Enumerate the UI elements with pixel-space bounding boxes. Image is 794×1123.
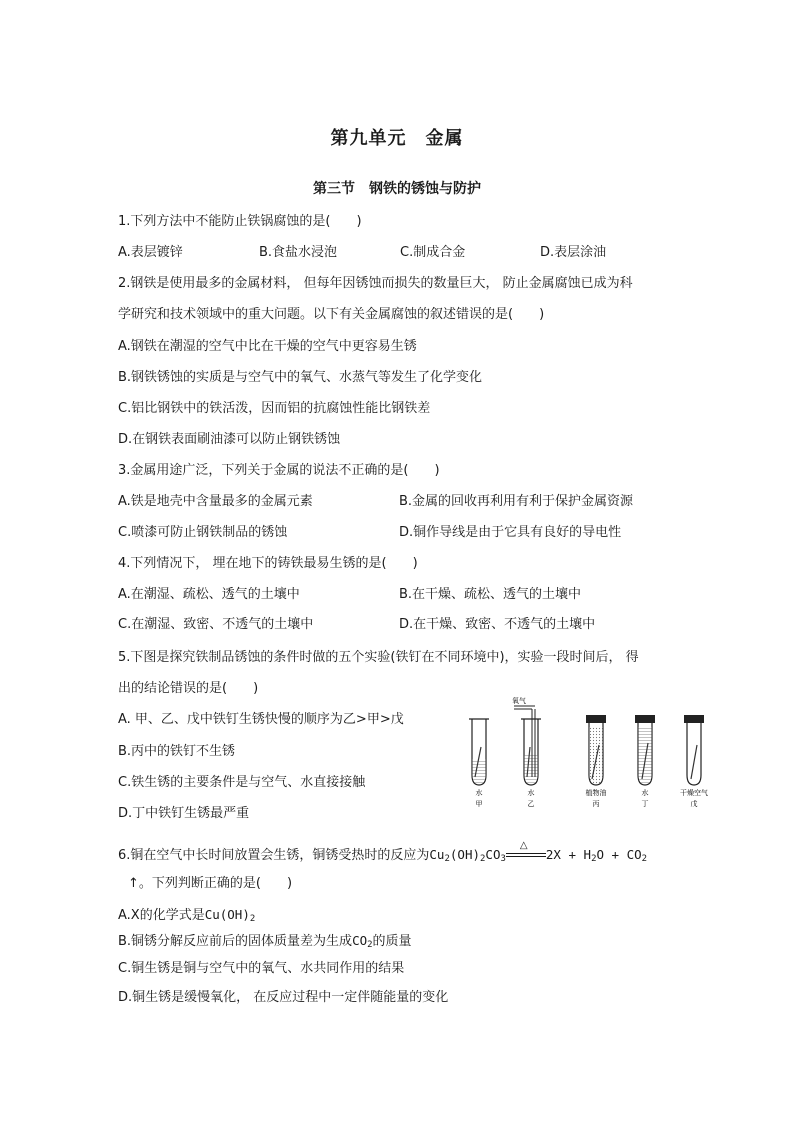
tube-yi bbox=[514, 706, 541, 785]
gas-label: 氧气 bbox=[512, 697, 526, 705]
question-3-option-a: A.铁是地壳中含量最多的金属元素 bbox=[118, 494, 313, 509]
question-3-option-b: B.金属的回收再利用有利于保护金属资源 bbox=[399, 494, 634, 509]
question-5-option-a: A. 甲、乙、戊中铁钉生锈快慢的顺序为乙>甲>戊 bbox=[118, 712, 404, 727]
tube-2-name: 乙 bbox=[527, 800, 535, 808]
test-tube-experiment-figure bbox=[466, 697, 726, 809]
question-6-stem-line-2: ↑。下列判断正确的是( ) bbox=[128, 876, 293, 891]
tube-1-content-label: 水 bbox=[475, 789, 483, 797]
question-5-option-d: D.丁中铁钉生锈最严重 bbox=[118, 806, 250, 821]
option-b-suffix: 的质量 bbox=[372, 934, 412, 949]
tube-bing bbox=[586, 715, 606, 785]
question-3-option-c: C.喷漆可防止钢铁制品的锈蚀 bbox=[118, 525, 288, 540]
question-5-stem-line-2: 出的结论错误的是( ) bbox=[118, 681, 259, 696]
question-1-option-d: D.表层涂油 bbox=[540, 245, 607, 260]
question-1-option-a: A.表层镀锌 bbox=[118, 245, 183, 260]
tube-wu bbox=[684, 715, 704, 785]
tube-4-content-label: 水 bbox=[641, 789, 649, 797]
question-1-option-c: C.制成合金 bbox=[400, 245, 466, 260]
question-4-option-d: D.在干燥、致密、不透气的土壤中 bbox=[399, 617, 596, 632]
tube-ding bbox=[635, 715, 655, 785]
tube-3-name: 丙 bbox=[592, 800, 600, 808]
tube-5-name: 戊 bbox=[690, 800, 698, 808]
tube-jia bbox=[469, 719, 489, 785]
option-a-text: A.X的化学式是 bbox=[118, 908, 205, 923]
option-a-formula: $Cu(OH)_2$ bbox=[204, 907, 256, 924]
tube-4-name: 丁 bbox=[641, 800, 649, 808]
copper-rust-formula: $Cu_2(OH)_2CO_3$ bbox=[429, 847, 506, 864]
tube-1-name: 甲 bbox=[475, 800, 483, 808]
question-2-stem-line-2: 学研究和技术领域中的重大问题。以下有关金属腐蚀的叙述错误的是( ) bbox=[118, 307, 545, 322]
question-3-stem: 3.金属用途广泛，下列关于金属的说法不正确的是( ) bbox=[118, 463, 440, 478]
question-4-option-a: A.在潮湿、疏松、透气的土壤中 bbox=[118, 587, 300, 602]
option-b-formula: $CO_2$ bbox=[352, 933, 373, 950]
question-5-option-c: C.铁生锈的主要条件是与空气、水直接接触 bbox=[118, 775, 366, 790]
option-b-text: B.铜锈分解反应前后的固体质量差为生成 bbox=[118, 934, 353, 949]
reaction-products: $2X + H_2O + CO_2$ bbox=[545, 847, 648, 864]
section-title: 第三节 钢铁的锈蚀与防护 bbox=[313, 181, 481, 197]
question-5-option-b: B.丙中的铁钉不生锈 bbox=[118, 744, 236, 759]
question-4-option-c: C.在潮湿、致密、不透气的土壤中 bbox=[118, 617, 314, 632]
question-6-option-d: D.铜生锈是缓慢氧化， 在反应过程中一定伴随能量的变化 bbox=[118, 990, 449, 1005]
question-5-stem-line-1: 5.下图是探究铁制品锈蚀的条件时做的五个实验(铁钉在不同环境中)，实验一段时间后， 得 bbox=[118, 650, 639, 665]
question-2-option-b: B.钢铁锈蚀的实质是与空气中的氧气、水蒸气等发生了化学变化 bbox=[118, 370, 483, 385]
tube-3-content-label: 植物油 bbox=[585, 789, 607, 797]
reaction-arrow bbox=[506, 839, 546, 863]
tube-5-content-label: 干燥空气 bbox=[680, 789, 708, 797]
page-title: 第九单元 金属 bbox=[330, 128, 464, 149]
question-2-option-c: C.铝比钢铁中的铁活泼，因而铝的抗腐蚀性能比钢铁差 bbox=[118, 401, 431, 416]
question-6-option-c: C.铜生锈是铜与空气中的氧气、水共同作用的结果 bbox=[118, 961, 405, 976]
question-1-option-b: B.食盐水浸泡 bbox=[259, 245, 338, 260]
question-1-stem: 1.下列方法中不能防止铁锅腐蚀的是( ) bbox=[118, 214, 362, 229]
question-3-option-d: D.铜作导线是由于它具有良好的导电性 bbox=[399, 525, 622, 540]
tube-2-content-label: 水 bbox=[527, 789, 535, 797]
question-6-option-b bbox=[118, 932, 412, 954]
question-2-stem-line-1: 2.钢铁是使用最多的金属材料， 但每年因锈蚀而损失的数量巨大， 防止金属腐蚀已成为科 bbox=[118, 276, 633, 291]
question-4-option-b: B.在干燥、疏松、透气的土壤中 bbox=[399, 587, 582, 602]
question-4-stem: 4.下列情况下， 埋在地下的铸铁最易生锈的是( ) bbox=[118, 556, 418, 571]
question-2-option-a: A.钢铁在潮湿的空气中比在干燥的空气中更容易生锈 bbox=[118, 339, 417, 354]
question-6-option-a bbox=[118, 906, 255, 928]
question-2-option-d: D.在钢铁表面刷油漆可以防止钢铁锈蚀 bbox=[118, 432, 341, 447]
question-6-stem-prefix: 6.铜在空气中长时间放置会生锈，铜锈受热时的反应为 bbox=[118, 848, 430, 863]
question-6-stem-line-1 bbox=[118, 839, 648, 868]
heat-symbol: △ bbox=[519, 839, 528, 851]
